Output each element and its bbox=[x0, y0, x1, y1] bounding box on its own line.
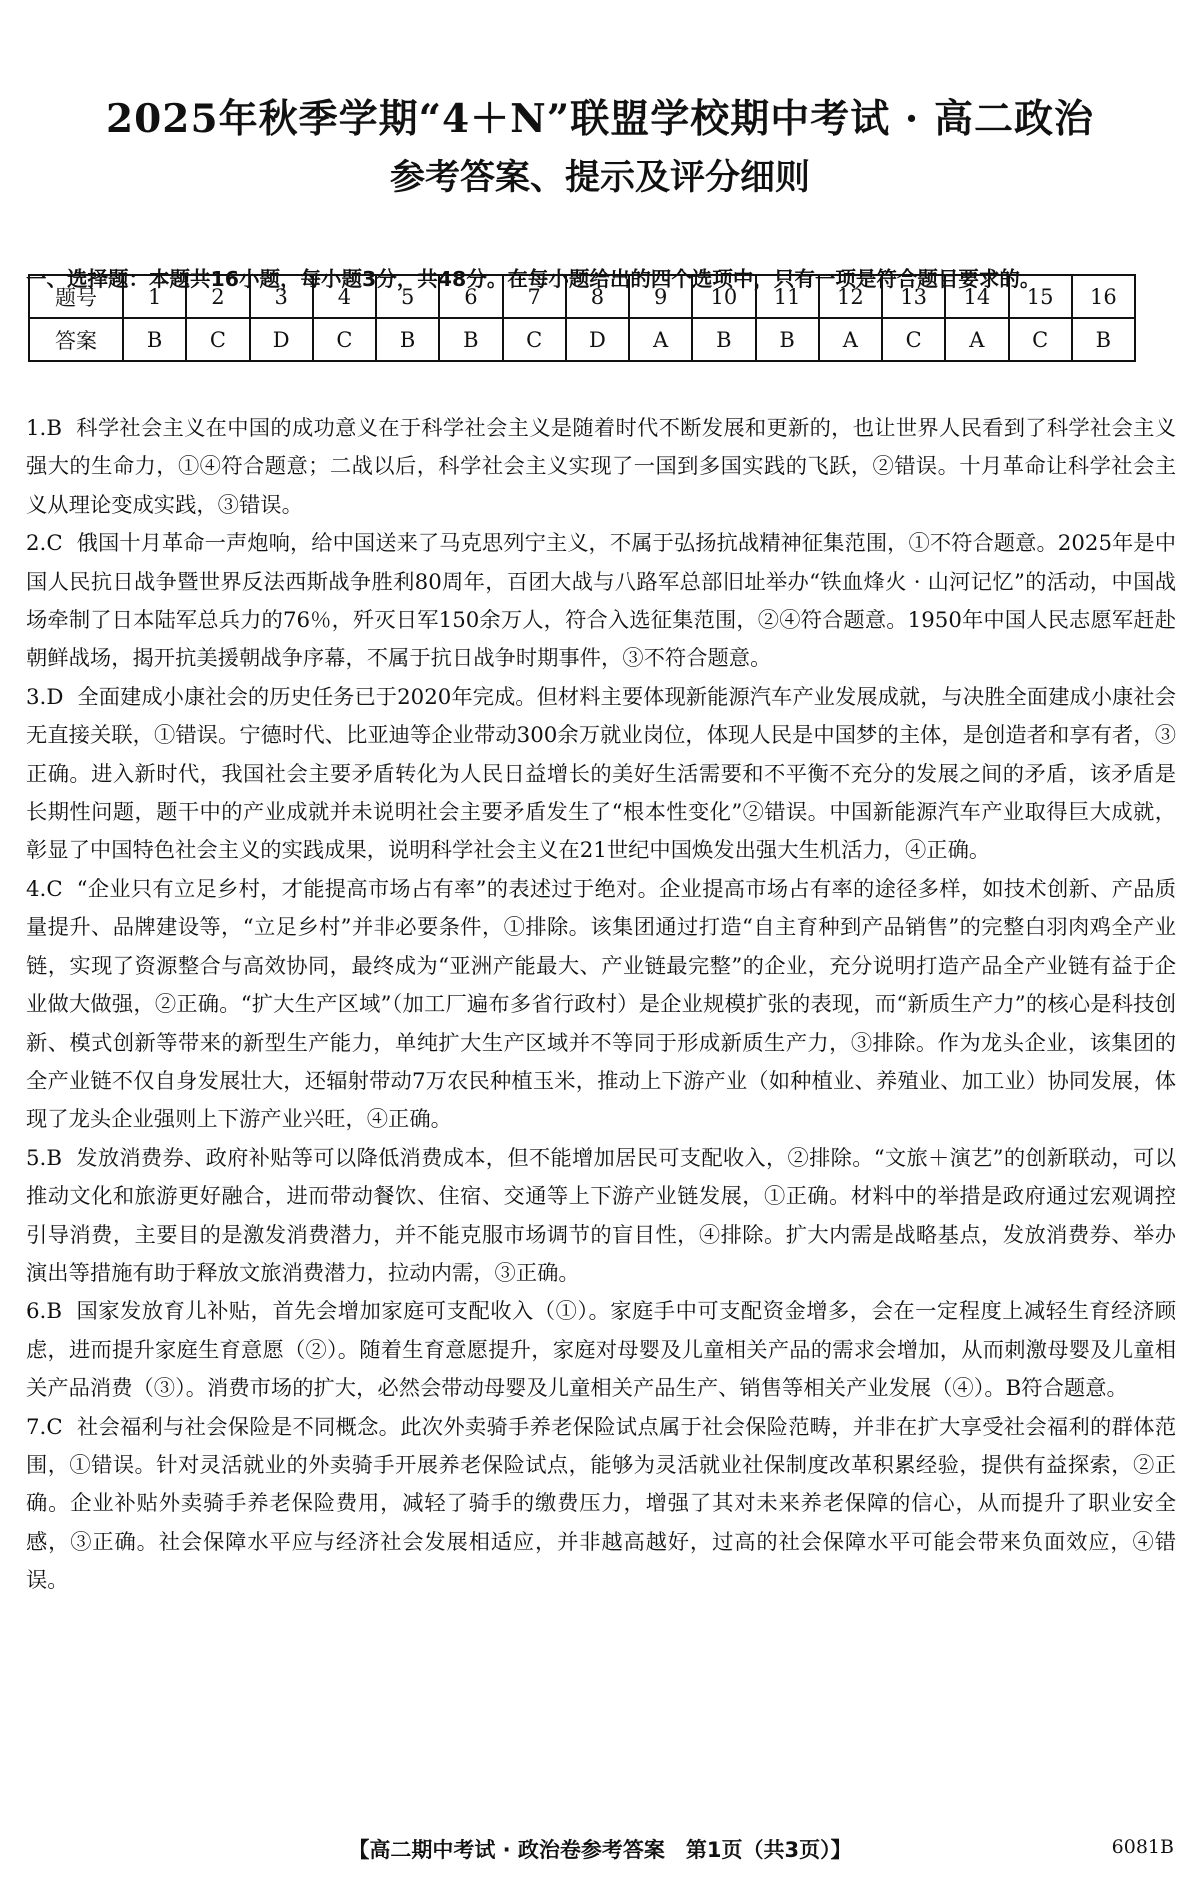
question-number-cell: 3 bbox=[250, 275, 313, 318]
answer-cell: A bbox=[945, 318, 1008, 361]
page-subtitle: 参考答案、提示及评分细则 bbox=[389, 158, 810, 198]
item-text: “企业只有立足乡村，才能提高市场占有率”的表述过于绝对。企业提高市场占有率的途径多样，如技术创新、产品质量提升、品牌建设等，“立足乡村”并非必要条件，①排除。该集团通过打造“自主育种到产品销售”的完整白羽肉鸡全产业链，实现了资源整合与高效协同，最终成为“亚洲产能最大、产业链最完整”的企业，充分说明打造产品全产业链有益于企业做大做强，②正确。“扩大生产区域”（加工厂遍布多省行政村）是企业规模扩张的表现，而“新质生产力”的核心是科技创新、模式创新等带来的新型生产能力，单纯扩大生产区域并不等同于形成新质生产力，③排除。作为龙头企业，该集团的全产业链不仅自身发展壮大，还辐射带动7万农民种植玉米，推动上下游产业（如种植业、养殖业、加工业）协同发展，体现了龙头企业强则上下游产业兴旺，④正确。 bbox=[26, 876, 1176, 1133]
question-number-cell: 14 bbox=[945, 275, 1008, 318]
item-number: 4.C bbox=[26, 876, 63, 902]
answer-cell: B bbox=[756, 318, 819, 361]
row-label-answer: 答案 bbox=[29, 318, 123, 361]
answer-cell: B bbox=[376, 318, 439, 361]
explanation-item bbox=[26, 679, 1176, 871]
question-number-cell: 11 bbox=[756, 275, 819, 318]
answer-cell: B bbox=[439, 318, 502, 361]
question-number-cell: 10 bbox=[692, 275, 755, 318]
explanation-item bbox=[26, 1293, 1176, 1408]
item-number: 6.B bbox=[26, 1299, 62, 1325]
item-text: 发放消费券、政府补贴等可以降低消费成本，但不能增加居民可支配收入，②排除。“文旅＋演艺”的创新联动，可以推动文化和旅游更好融合，进而带动餐饮、住宿、交通等上下游产业链发展，①正确。材料中的举措是政府通过宏观调控引导消费，主要目的是激发消费潜力，并不能克服市场调节的盲目性，④排除。扩大内需是战略基点，发放消费券、举办演出等措施有助于释放文旅消费潜力，拉动内需，③正确。 bbox=[26, 1145, 1176, 1286]
answer-cell: C bbox=[882, 318, 945, 361]
row-label-number: 题号 bbox=[29, 275, 123, 318]
explanation-item bbox=[26, 410, 1176, 525]
question-number-cell: 6 bbox=[439, 275, 502, 318]
question-number-cell: 9 bbox=[629, 275, 692, 318]
explanation-item bbox=[26, 1140, 1176, 1294]
question-number-row bbox=[29, 275, 1135, 318]
question-number-cell: 12 bbox=[819, 275, 882, 318]
answer-cell: D bbox=[566, 318, 629, 361]
answer-cell: B bbox=[692, 318, 755, 361]
question-number-cell: 8 bbox=[566, 275, 629, 318]
explanations bbox=[26, 410, 1176, 1601]
section-heading: 一、选择题：本题共16小题，每小题3分，共48分。在每小题给出的四个选项中，只有一项是符合题目要求的。 bbox=[26, 267, 1041, 291]
explanation-item bbox=[26, 871, 1176, 1140]
explanation-item bbox=[26, 1409, 1176, 1601]
answer-cell: C bbox=[313, 318, 376, 361]
item-number: 5.B bbox=[26, 1145, 62, 1171]
question-number-cell: 2 bbox=[186, 275, 249, 318]
page-title: 2025年秋季学期“4＋N”联盟学校期中考试 · 高二政治 bbox=[106, 96, 1094, 142]
item-text: 全面建成小康社会的历史任务已于2020年完成。但材料主要体现新能源汽车产业发展成就，与决胜全面建成小康社会无直接关联，①错误。宁德时代、比亚迪等企业带动300余万就业岗位，体现人民是中国梦的主体，是创造者和享有者，③正确。进入新时代，我国社会主要矛盾转化为人民日益增长的美好生活需要和不平衡不充分的发展之间的矛盾，该矛盾是长期性问题，题干中的产业成就并未说明社会主要矛盾发生了“根本性变化”②错误。中国新能源汽车产业取得巨大成就，彰显了中国特色社会主义的实践成果，说明科学社会主义在21世纪中国焕发出强大生机活力，④正确。 bbox=[26, 684, 1176, 864]
answer-cell: A bbox=[819, 318, 882, 361]
item-text: 科学社会主义在中国的成功意义在于科学社会主义是随着时代不断发展和更新的，也让世界人民看到了科学社会主义强大的生命力，①④符合题意；二战以后，科学社会主义实现了一国到多国实践的飞跃，②错误。十月革命让科学社会主义从理论变成实践，③错误。 bbox=[26, 416, 1176, 518]
item-number: 2.C bbox=[26, 531, 63, 557]
page-footer: 【高二期中考试 · 政治卷参考答案 第1页（共3页）】 bbox=[348, 1838, 852, 1862]
question-number-cell: 4 bbox=[313, 275, 376, 318]
answer-cell: D bbox=[250, 318, 313, 361]
answer-row bbox=[29, 318, 1135, 361]
answer-cell: B bbox=[123, 318, 186, 361]
answer-cell: C bbox=[503, 318, 566, 361]
question-number-cell: 7 bbox=[503, 275, 566, 318]
item-text: 俄国十月革命一声炮响，给中国送来了马克思列宁主义，不属于弘扬抗战精神征集范围，①不符合题意。2025年是中国人民抗日战争暨世界反法西斯战争胜利80周年，百团大战与八路军总部旧址举办“铁血烽火 · 山河记忆”的活动，中国战场牵制了日本陆军总兵力的76％，歼灭日军150余万人，符合入选征集范围，②④符合题意。1950年中国人民志愿军赶赴朝鲜战场，揭开抗美援朝战争序幕，不属于抗日战争时期事件，③不符合题意。 bbox=[26, 531, 1176, 672]
answer-cell: C bbox=[1009, 318, 1072, 361]
explanation-item bbox=[26, 525, 1176, 679]
answer-cell: A bbox=[629, 318, 692, 361]
item-number: 3.D bbox=[26, 684, 64, 710]
question-number-cell: 16 bbox=[1072, 275, 1135, 318]
item-number: 1.B bbox=[26, 416, 62, 441]
question-number-cell: 13 bbox=[882, 275, 945, 318]
item-number: 7.C bbox=[26, 1414, 63, 1440]
document-code: 6081B bbox=[1111, 1836, 1174, 1858]
question-number-cell: 1 bbox=[123, 275, 186, 318]
item-text: 社会福利与社会保险是不同概念。此次外卖骑手养老保险试点属于社会保险范畴，并非在扩大享受社会福利的群体范围，①错误。针对灵活就业的外卖骑手开展养老保险试点，能够为灵活就业社保制度改革积累经验，提供有益探索，②正确。企业补贴外卖骑手养老保险费用，减轻了骑手的缴费压力，增强了其对未来养老保障的信心，从而提升了职业安全感，③正确。社会保障水平应与经济社会发展相适应，并非越高越好，过高的社会保障水平可能会带来负面效应，④错误。 bbox=[26, 1414, 1176, 1594]
question-number-cell: 15 bbox=[1009, 275, 1072, 318]
answer-cell: B bbox=[1072, 318, 1135, 361]
question-number-cell: 5 bbox=[376, 275, 439, 318]
item-text: 国家发放育儿补贴，首先会增加家庭可支配收入（①）。家庭手中可支配资金增多，会在一定程度上减轻生育经济顾虑，进而提升家庭生育意愿（②）。随着生育意愿提升，家庭对母婴及儿童相关产品的需求会增加，从而刺激母婴及儿童相关产品消费（③）。消费市场的扩大，必然会带动母婴及儿童相关产品生产、销售等相关产业发展（④）。B符合题意。 bbox=[26, 1299, 1176, 1402]
answer-table bbox=[28, 274, 1136, 362]
answer-cell: C bbox=[186, 318, 249, 361]
